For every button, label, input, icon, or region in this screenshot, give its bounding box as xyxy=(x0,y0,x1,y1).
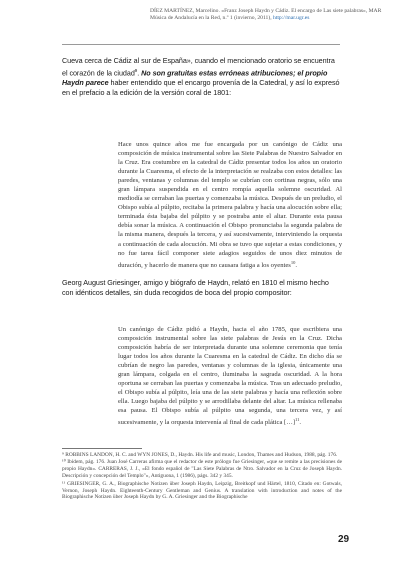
footnote-9: ⁹ ROBBINS LANDON, H. C. and WYN JONES, D., Haydn. His life and music, London, Thames and Hudson, 1988, pág. 176. xyxy=(62,452,338,458)
footnotes xyxy=(62,452,342,502)
intro-rest: haber entendido que el encargo provenía de la Catedral, y así lo expresó en el prefacio a la edición de la versión coral de 1801: xyxy=(62,78,340,98)
intro-emphasis: No son gratuitas estas erróneas atribuciones; el propio Haydn parece xyxy=(62,68,328,88)
block-quote-griesinger: Un canónigo de Cádiz pidió a Haydn, hacia el año 1785, que escribiera una composición instrumental sobre las siete palabras de Jesús en la Cruz. Dicha composición habría de ser interpretada durante una solemne ceremonia que tenía lugar todos los años durante la Cuaresma en la catedral de Cádiz. En dicho día se cubrían de negro las paredes, ventanas y columnas de la iglesia, únicamente una gran lámpara, colgada en el centro, iluminaba la sagrada oscuridad. A la hora oportuna se cerraban las puertas y comenzaba la música. Tras un adecuado preludio, el Obispo subía al púlpito, leía una de las siete palabras y hacía una reflexión sobre ella. Luego bajaba del púlpito y se arrodillaba delante del altar. La música rellenaba esa pausa. El Obispo subía al púlpito una segunda, una tercera vez, y así sucesivamente, y la orquesta intervenía al final de cada plática […]$^{11}$. xyxy=(118,326,342,427)
header-link[interactable]: http://mar.ugr.es xyxy=(273,15,310,22)
footnote-ref-11[interactable]: 11 xyxy=(295,417,300,423)
header-citation: DÍEZ MARTÍNEZ, Marcelino. «Franz Joseph Haydn y Cádiz. El encargo de Las siete palabras», MAR Música de Andalucía en la Red, n.º 1 (invierno, 2011), xyxy=(150,8,382,22)
footnote-10: ¹⁰ Ibídem, pág. 176. Juan José Carreras afirma que el redactor de este prólogo fue Griesinger, «que se remite a las precisiones de propio Haydn». CARRERAS, J. J., «El fondo español de "Las Siete Palabras de Ntro. Salvador en la Cruz de Joseph Haydn. Descripción y concepción del Templo"», Antiguona, 1 (1986), págs. 342 y 345. xyxy=(62,459,342,480)
footnote-11: ¹¹ GRIESINGER, G. A., Biographische Notizen über Joseph Haydn, Leipzig, Breitkopf und Härtel, 1810, Citado en: Gotwals, Vernon, Joseph Haydn. Eighteenth-Century Gentleman and Genius. A translation with introduction and notes of the Biographische Notizen über Joseph Haydn by G. A. Griesinger and the Biographische xyxy=(62,480,342,501)
quote2-text: Un canónigo de Cádiz pidió a Haydn, hacia el año 1785, que escribiera una composición instrumental sobre las siete palabras de Jesús en la Cruz. Dicha composición habría de ser interpretada durante una solemne ceremonia que tenía lugar todos los años durante la Cuaresma en la catedral de Cádiz. En dicho día se cubrían de negro las paredes, ventanas y columnas de la iglesia, únicamente una gran lámpara, colgada en el centro, iluminaba la sagrada oscuridad. A la hora oportuna se cerraban las puertas y comenzaba la música. Tras un adecuado preludio, el Obispo subía al púlpito, leía una de las siete palabras y hacía una reflexión sobre ella. Luego bajaba del púlpito y se arrodillaba delante del altar. La música rellenaba esa pausa. El Obispo subía al púlpito una segunda, una tercera vez, y así sucesivamente, y la orquesta intervenía al final de cada plática […] xyxy=(118,326,342,427)
page-number: 29 xyxy=(338,534,350,545)
header-rule xyxy=(62,44,340,45)
footnote-ref-9[interactable]: 9 xyxy=(134,68,138,73)
intro-line: Cueva cerca de Cádiz al sur de España», cuando el mencionado oratorio se encuentra el corazón de la ciudad xyxy=(62,56,335,78)
intro-paragraph: Cueva cerca de Cádiz al sur de España», cuando el mencionado oratorio se encuentra el corazón de la ciudad$^9$. No son gratuitas estas erróneas atribuciones; el propio Haydn parece haber entendido que el encargo provenía de la Catedral, y así lo expresó en el prefacio a la edición de la versión coral de 1801: xyxy=(62,56,340,98)
block-quote-preface: Hace unos quince años me fue encargada por un canónigo de Cádiz una composición de música instrumental sobre las Siete Palabras de Nuestro Salvador en la Cruz. Era costumbre en la catedral de Cádiz presentar todos los años un oratorio durante la Cuaresma, el efecto de la interpretación se realzaba con estos detalles: las paredes, ventanas y columnas del templo se cubrían con cortinas negras, sólo una gran lámpara suspendida en el centro rompía aquella solemne oscuridad. Al mediodía se cerraban las puertas y comenzaba la música. Después de un preludio, el Obispo subía al púlpito, recitaba la primera palabra y hacía una alocución sobre ella; terminada ésta bajaba del púlpito y se postraba ante el altar. Durante esta pausa debía sonar la música. A continuación el Obispo pronunciaba la segunda palabra de la misma manera, después la tercera, y así sucesivamente, interviniendo la orquesta a continuación de cada alocución. Mi obra se tuvo que sujetar a estas condiciones, y no fue tarea fácil componer siete adagios seguidos de unos diez minutos de duración, y hacerlo de manera que no causara fatiga a los oyentes$^{10}$. xyxy=(118,141,342,269)
footnote-rule xyxy=(62,448,142,449)
footnote-ref-10[interactable]: 10 xyxy=(290,259,296,265)
intro2-text: Georg August Griesinger, amigo y biógrafo de Haydn, relató en 1810 el mismo hecho con idénticos detalles, sin duda recogidos de boca del propio compositor: xyxy=(62,278,329,297)
running-header xyxy=(150,8,390,22)
griesinger-paragraph xyxy=(62,278,340,298)
quote1-text: Hace unos quince años me fue encargada por un canónigo de Cádiz una composición de música instrumental sobre las Siete Palabras de Nuestro Salvador en la Cruz. Era costumbre en la catedral de Cádiz presentar todos los años un oratorio durante la Cuaresma, el efecto de la interpretación se realzaba con estos detalles: las paredes, ventanas y columnas del templo se cubrían con cortinas negras, sólo una gran lámpara suspendida en el centro rompía aquella solemne oscuridad. Al mediodía se cerraban las puertas y comenzaba la música. Después de un preludio, el Obispo subía al púlpito, recitaba la primera palabra y hacía una alocución sobre ella; terminada ésta bajaba del púlpito y se postraba ante el altar. Durante esta pausa debía sonar la música. A continuación el Obispo pronunciaba la segunda palabra de la misma manera, después la tercera, y así sucesivamente, interviniendo la orquesta a continuación de cada alocución. Mi obra se tuvo que sujetar a estas condiciones, y no fue tarea fácil componer siete adagios seguidos de unos diez minutos de duración, y hacerlo de manera que no causara fatiga a los oyentes xyxy=(118,141,342,269)
